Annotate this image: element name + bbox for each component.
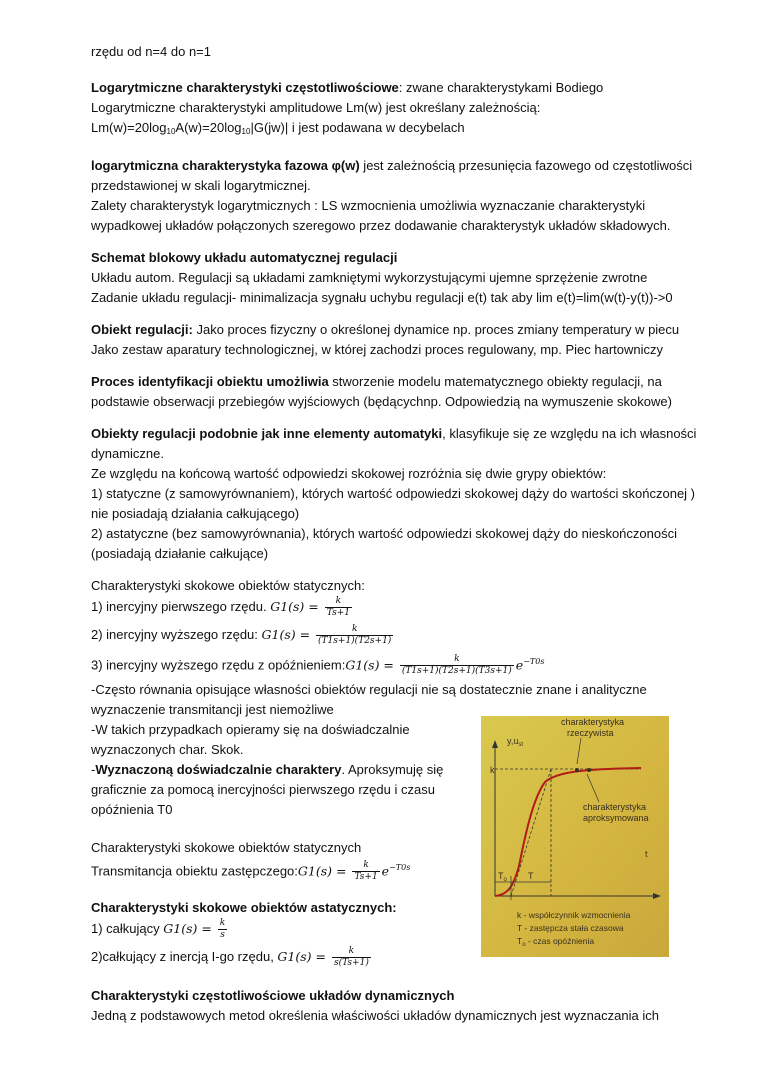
formula-line: Transmitancja obiektu zastępczego:G1(s) = $\frac{k}{Ts+1}$ $e^{-T0s}$ <box>91 860 411 883</box>
text-line: podstawie obserwacji przebiegów wyjściowych (będącychnp. Odpowiedzią na wymuszenie skokowe) <box>91 394 672 409</box>
real-curve-label-1: charakterystyka <box>561 717 625 727</box>
text-line: opóźnienia T0 <box>91 802 173 817</box>
curve-point <box>575 768 579 772</box>
text-line: Obiekt regulacji: Jako proces fizyczny o określonej dynamice np. proces zmiany temperatury w piecu <box>91 322 680 337</box>
text-line: Proces identyfikacji obiektu umożliwia stworzenie modelu matematycznego obiekty regulacji, na <box>91 374 662 389</box>
text-line: przedstawionej w skali logarytmicznej. <box>91 178 311 193</box>
t-label: T <box>528 871 534 881</box>
k-label: k <box>490 765 495 775</box>
section-heading: Logarytmiczne charakterystyki częstotliwościowe <box>91 80 399 95</box>
t0-label: $T_o$ <box>498 871 507 883</box>
section-heading: Obiekty regulacji podobnie jak inne elementy automatyki <box>91 426 443 441</box>
section-heading: Charakterystyki częstotliwościowe układów dynamicznych <box>91 988 455 1003</box>
text-line: logarytmiczna charakterystyka fazowa φ(w) jest zależnością przesunięcia fazowego od częstotliwości <box>91 158 693 173</box>
section-heading: Schemat blokowy układu automatycznej regulacji <box>91 250 398 265</box>
section-heading: Charakterystyki skokowe obiektów astatycznych: <box>91 900 397 915</box>
formula-line: 2) inercyjny wyższego rzędu: G1(s) = $\frac{k}{(T1s+1)(T2s+1)}$ <box>91 624 392 646</box>
t-axis-label: t <box>645 849 648 859</box>
approx-curve-label-1: charakterystyka <box>583 802 647 812</box>
section-heading: logarytmiczna charakterystyka fazowa φ(w) <box>91 158 360 173</box>
text-line: Zadanie układu regulacji- minimalizacja sygnału uchybu regulacji e(t) tak aby lim e(t)=lim(w(t)-y(t))->0 <box>91 290 673 305</box>
text-line: graficznie za pomocą inercyjności pierwszego rzędu i czasu <box>91 782 435 797</box>
text-line: Jedną z podstawowych metod określenia właściwości układów dynamicznych jest wyznaczania ich <box>91 1008 659 1023</box>
photo-background <box>481 716 669 957</box>
text-line: rzędu od n=4 do n=1 <box>91 44 211 59</box>
text-line: Zalety charakterystyk logarytmicznych : LS wzmocnienia umożliwia wyznaczanie charakterystyki <box>91 198 646 213</box>
emphasis: Wyznaczoną doświadczalnie charaktery <box>95 762 342 777</box>
legend-t0: $T_o$ - czas opóźnienia <box>517 936 595 948</box>
text-line: wyznaczonych char. Skok. <box>91 742 244 757</box>
text-line: nie posiadają działania całkującego) <box>91 506 300 521</box>
formula-line: 2)całkujący z inercją I-go rzędu, G1(s) = $\frac{k}{s(Ts+1)}$ <box>91 946 369 968</box>
section-heading: Obiekt regulacji: <box>91 322 193 337</box>
curve-point <box>587 768 591 772</box>
text-line: (posiadają działanie całkujące) <box>91 546 269 561</box>
fraction: $\frac{k}{(T1s+1)(T2s+1)(T3s+1)}$ <box>401 654 512 677</box>
step-response-photo <box>481 716 669 957</box>
text-line: -Często równania opisujące własności obiektów regulacji nie są dostatecznie znane i analityczne <box>91 682 647 697</box>
text-line: Ze względu na końcową wartość odpowiedzi skokowej rozróżnia się dwie grypy obiektów: <box>91 466 607 481</box>
formula-line: 1) całkujący G1(s) = $\frac{k}{s}$ <box>91 918 226 940</box>
text-line: Logarytmiczne charakterystyki amplitudowe Lm(w) jest określany zależnością: <box>91 100 541 115</box>
text-line: wyznaczenie transmitancji jest niemożliwe <box>91 702 334 717</box>
text-line: -W takich przypadkach opieramy się na doświadczalnie <box>91 722 410 737</box>
fraction: $\frac{k}{(T1s+1)(T2s+1)}$ <box>318 624 392 646</box>
text-line: Charakterystyki skokowe obiektów statycznych <box>91 840 362 855</box>
formula-line: 3) inercyjny wyższego rzędu z opóźnieniem:G1(s) = $\frac{k}{(T1s+1)(T2s+1)(T3s+1)}$ $e^{-T0s}$ <box>91 654 545 677</box>
legend-k: k - współczynnik wzmocnienia <box>517 910 631 920</box>
approx-curve-label-2: aproksymowana <box>583 813 649 823</box>
text-line: dynamiczne. <box>91 446 164 461</box>
formula-line: 1) inercyjny pierwszego rzędu. G1(s) = $\frac{k}{Ts+1}$ <box>91 596 350 618</box>
legend-t: T - zastępcza stała czasowa <box>517 923 624 933</box>
text-line: Obiekty regulacji podobnie jak inne elementy automatyki, klasyfikuje się ze względu na ich własności <box>91 426 697 441</box>
text-line: Jako zestaw aparatury technologicznej, w której zachodzi proces regulowany, mp. Piec hartowniczy <box>91 342 664 357</box>
y-axis-label: $y,u_{st}$ <box>507 736 524 748</box>
real-curve-label-2: rzeczywista <box>567 728 614 738</box>
text-line: Logarytmiczne charakterystyki częstotliwościowe: zwane charakterystykami Bodiego <box>91 80 604 95</box>
text-line: 2) astatyczne (bez samowyrównania), których wartość odpowiedzi skokowej dąży do nieskończoności <box>91 526 677 541</box>
section-heading: Proces identyfikacji obiektu umożliwia <box>91 374 329 389</box>
fraction: $\frac{k}{Ts+1}$ <box>326 596 350 618</box>
text-line: -Wyznaczoną doświadczalnie charaktery. Aproksymuję się <box>91 762 444 777</box>
text-line: Układu autom. Regulacji są układami zamkniętymi wykorzystującymi ujemne sprzężenie zwrotne <box>91 270 648 285</box>
text-line: 1) statyczne (z samowyrównaniem), których wartość odpowiedzi skokowej dąży do wartości skończonej ) <box>91 486 696 501</box>
fraction: $\frac{k}{s(Ts+1)}$ <box>333 946 369 968</box>
fraction: $\frac{k}{s}$ <box>219 918 226 940</box>
text-line: wypadkowej układów połączonych szeregowo przez dodawanie charakterystyk układów składowych. <box>91 218 671 233</box>
formula-line: $Lm(w)=20\log_{10}A(w)=20\log_{10}|G(jw)|$ i jest podawana w decybelach <box>91 120 465 136</box>
text-line: Charakterystyki skokowe obiektów statycznych: <box>91 578 365 593</box>
fraction: $\frac{k}{Ts+1}$ <box>354 860 378 883</box>
